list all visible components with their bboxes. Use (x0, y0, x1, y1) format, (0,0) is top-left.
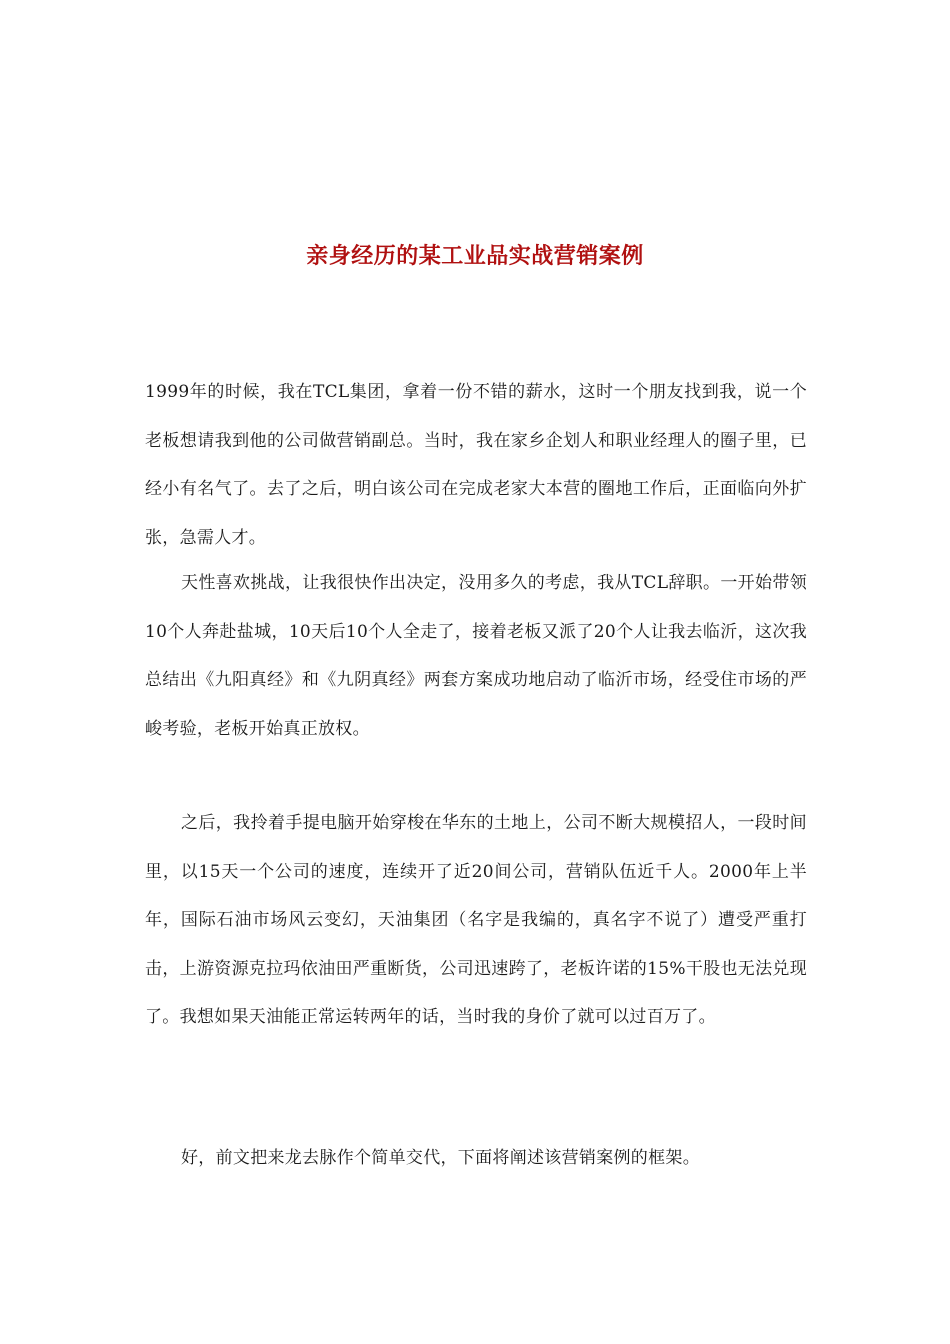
paragraph-challenge: 天性喜欢挑战，让我很快作出决定，没用多久的考虑，我从TCL辞职。一开始带领10个人奔赴盐城，10天后10个人全走了，接着老板又派了20个人让我去临沂，这次我总结出《九阳真经》和《九阴真经》两套方案成功地启动了临沂市场，经受住市场的严峻考验，老板开始真正放权。 (145, 573, 807, 739)
paragraph-transition: 好，前文把来龙去脉作个简单交代，下面将阐述该营销案例的框架。 (181, 1148, 700, 1168)
paragraph-expansion: 之后，我拎着手提电脑开始穿梭在华东的土地上，公司不断大规模招人，一段时间里，以15天一个公司的速度，连续开了近20间公司，营销队伍近千人。2000年上半年，国际石油市场风云变幻，天油集团（名字是我编的，真名字不说了）遭受严重打击，上游资源克拉玛依油田严重断货，公司迅速跨了，老板许诺的15%干股也无法兑现了。我想如果天油能正常运转两年的话，当时我的身价了就可以过百万了。 (145, 813, 807, 1027)
document-title: 亲身经历的某工业品实战营销案例 (306, 242, 644, 269)
paragraph-intro: 1999年的时候，我在TCL集团，拿着一份不错的薪水，这时一个朋友找到我，说一个老板想请我到他的公司做营销副总。当时，我在家乡企划人和职业经理人的圈子里，已经小有名气了。去了之后，明白该公司在完成老家大本营的圈地工作后，正面临向外扩张，急需人才。 (145, 382, 807, 548)
